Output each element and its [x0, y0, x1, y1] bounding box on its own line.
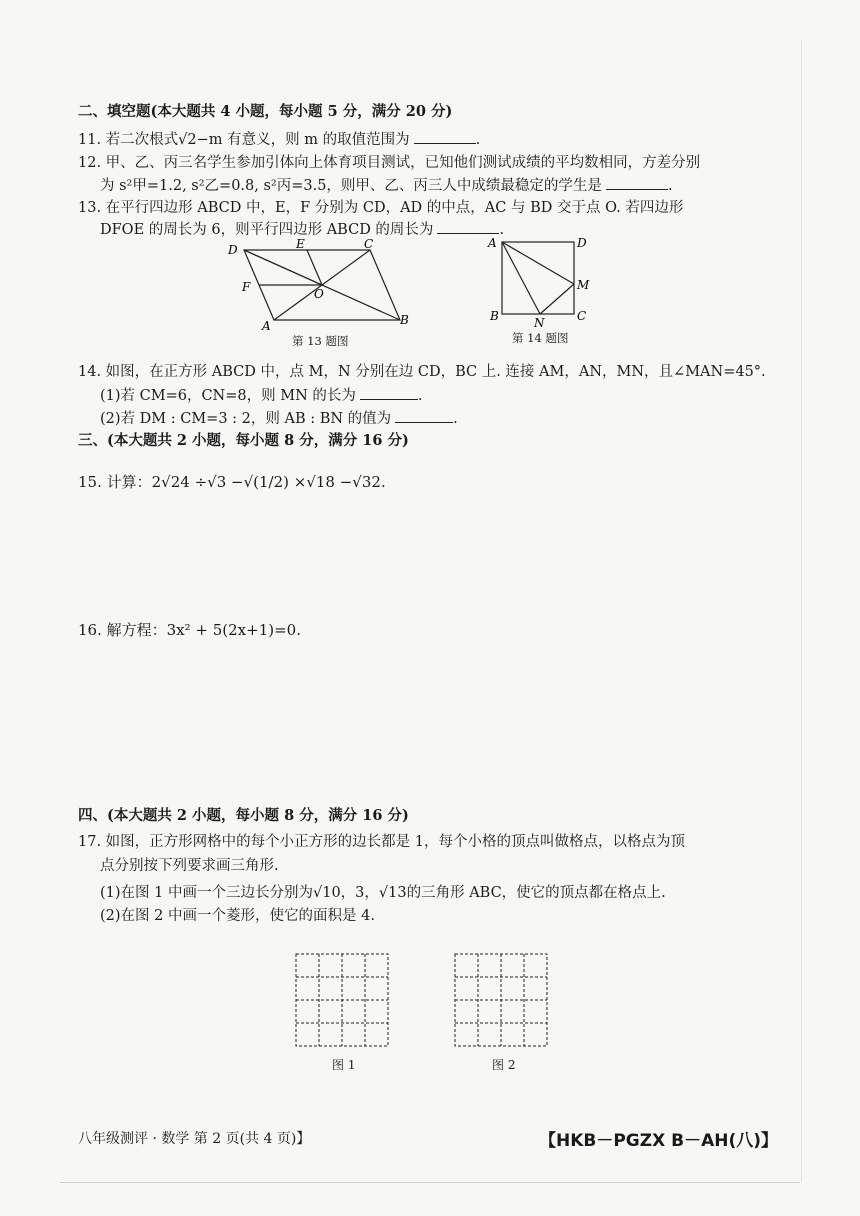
grid-figure-1[interactable]	[294, 952, 390, 1048]
label-E: E	[296, 237, 305, 251]
answer-blank[interactable]	[414, 129, 476, 144]
label-B: B	[490, 309, 499, 323]
question-12-line-1: 12. 甲、乙、丙三名学生参加引体向上体育项目测试，已知他们测试成绩的平均数相同，方差分别	[78, 155, 701, 171]
question-11: 11. 若二次根式√2−m 有意义，则 m 的取值范围为 .	[78, 129, 480, 150]
grid-1-caption: 图 1	[332, 1058, 356, 1072]
label-N: N	[534, 316, 545, 330]
question-16: 16. 解方程：3x² + 5(2x+1)=0.	[78, 621, 301, 639]
label-C: C	[364, 237, 374, 251]
answer-blank[interactable]	[395, 408, 453, 423]
question-17-line-1: 17. 如图，正方形网格中的每个小正方形的边长都是 1，每个小格的顶点叫做格点，以格点为顶	[78, 834, 685, 850]
section-4-heading: 四、(本大题共 2 小题，每小题 8 分，满分 16 分)	[78, 807, 409, 824]
question-17-part-2: (2)在图 2 中画一个菱形，使它的面积是 4.	[100, 908, 375, 924]
grid-2-caption: 图 2	[492, 1058, 516, 1072]
label-M: M	[577, 278, 590, 292]
label-B: B	[400, 313, 409, 327]
footer-exam-code: 【HKB－PGZX B－AH(八)】	[538, 1131, 778, 1151]
question-13-line-1: 13. 在平行四边形 ABCD 中，E，F 分别为 CD，AD 的中点，AC 与 BD 交于点 O. 若四边形	[78, 200, 684, 216]
figure-14-square	[484, 234, 596, 334]
label-C: C	[577, 309, 587, 323]
question-14: 14. 如图，在正方形 ABCD 中，点 M，N 分别在边 CD，BC 上. 连接 AM，AN，MN，且∠MAN=45°.	[78, 364, 766, 380]
label-D: D	[577, 236, 587, 250]
label-O: O	[314, 287, 324, 301]
footer-page-info: 八年级测评 · 数学 第 2 页(共 4 页)】	[78, 1131, 311, 1147]
question-15: 15. 计算：2√24 ÷√3 −√(1/2) ×√18 −√32.	[78, 473, 386, 491]
question-12-line-2: 为 s²甲=1.2, s²乙=0.8, s²丙=3.5，则甲、乙、丙三人中成绩最稳定的学生是 .	[100, 175, 673, 196]
page-edge	[801, 40, 802, 1182]
question-17-part-1: (1)在图 1 中画一个三边长分别为√10，3，√13的三角形 ABC，使它的顶点都在格点上.	[100, 885, 666, 901]
bottom-rule	[60, 1182, 800, 1183]
figure-13-parallelogram	[222, 236, 422, 348]
label-D: D	[228, 243, 238, 257]
answer-blank[interactable]	[606, 175, 668, 190]
answer-blank[interactable]	[360, 385, 418, 400]
question-13-line-2: DFOE 的周长为 6，则平行四边形 ABCD 的周长为 .	[100, 219, 504, 240]
grid-figure-2[interactable]	[453, 952, 549, 1048]
figure-13-caption: 第 13 题图	[292, 334, 349, 348]
answer-blank[interactable]	[437, 219, 499, 234]
label-A: A	[262, 319, 271, 333]
question-14-part-1: (1)若 CM=6，CN=8，则 MN 的长为 .	[100, 385, 422, 406]
section-2-heading: 二、填空题(本大题共 4 小题，每小题 5 分，满分 20 分)	[78, 103, 453, 120]
question-17-line-2: 点分别按下列要求画三角形.	[100, 858, 279, 874]
question-14-part-2: (2)若 DM : CM=3 : 2，则 AB : BN 的值为 .	[100, 408, 458, 429]
section-3-heading: 三、(本大题共 2 小题，每小题 8 分，满分 16 分)	[78, 432, 409, 449]
label-F: F	[242, 280, 251, 294]
figure-14-caption: 第 14 题图	[512, 331, 569, 345]
label-A: A	[488, 236, 497, 250]
